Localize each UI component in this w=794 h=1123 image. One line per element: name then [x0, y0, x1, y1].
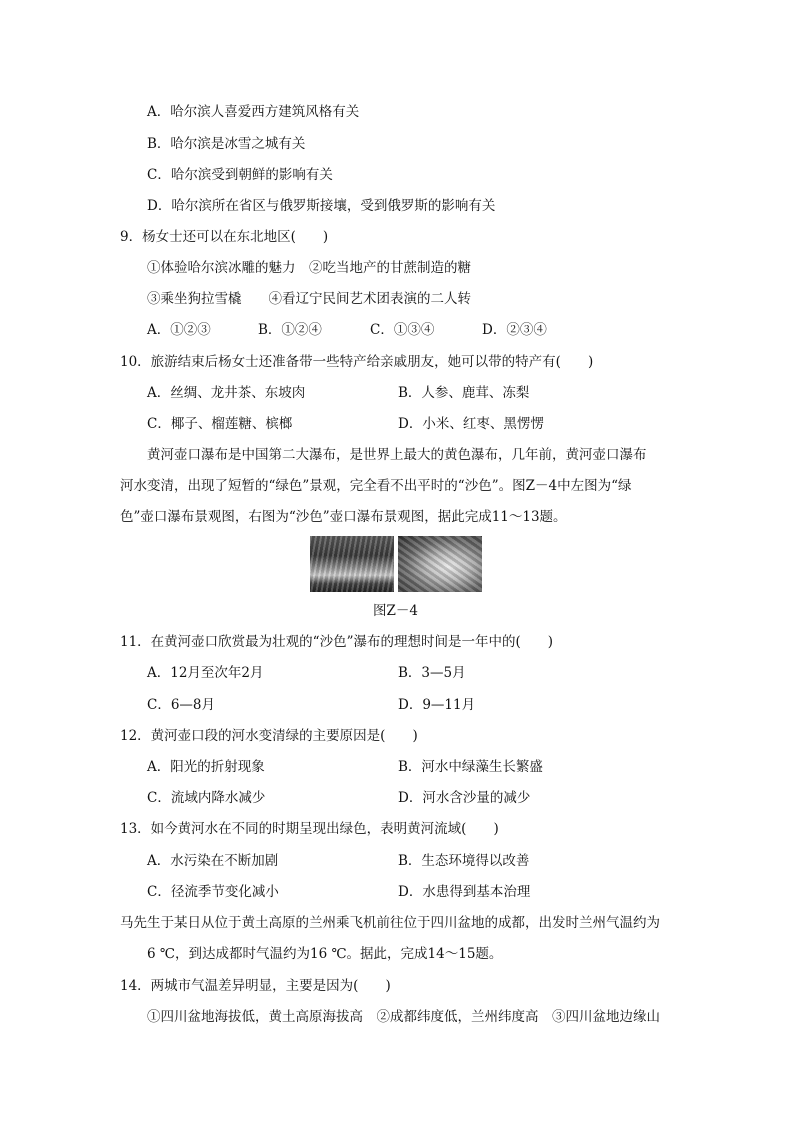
- q8-option-a: A．哈尔滨人喜爱西方建筑风格有关: [147, 104, 360, 120]
- waterfall-figure: [310, 536, 482, 592]
- q12-option-d: D．河水含沙量的减少: [398, 790, 531, 806]
- q11-option-c: C．6—8月: [147, 697, 216, 713]
- green-waterfall-photo: [310, 536, 394, 592]
- q10-option-a: A．丝绸、龙井茶、东坡肉: [147, 385, 306, 401]
- q12-stem: 12．黄河壶口段的河水变清绿的主要原因是( ): [120, 728, 418, 744]
- passage1-line3: 色”壶口瀑布景观图，右图为“沙色”壶口瀑布景观图，据此完成11～13题。: [120, 509, 567, 525]
- passage2-line1: 马先生于某日从位于黄土高原的兰州乘飞机前往位于四川盆地的成都，出发时兰州气温约为: [120, 915, 660, 931]
- passage1-line1: 黄河壶口瀑布是中国第二大瀑布，是世界上最大的黄色瀑布，几年前，黄河壶口瀑布: [147, 447, 647, 463]
- q8-option-b: B．哈尔滨是冰雪之城有关: [147, 136, 306, 152]
- q14-stem: 14．两城市气温差异明显，主要是因为( ): [120, 978, 391, 994]
- q9-option-b: B．①②④: [258, 322, 322, 338]
- q10-stem: 10．旅游结束后杨女士还准备带一些特产给亲戚朋友，她可以带的特产有( ): [120, 354, 594, 370]
- q13-option-a: A．水污染在不断加剧: [147, 853, 279, 869]
- sand-waterfall-photo: [398, 536, 482, 592]
- q9-option-d: D．②③④: [482, 322, 547, 338]
- q9-items-line2: ③乘坐狗拉雪橇 ④看辽宁民间艺术团表演的二人转: [147, 291, 471, 307]
- q13-option-c: C．径流季节变化减小: [147, 884, 279, 900]
- q12-option-a: A．阳光的折射现象: [147, 759, 265, 775]
- passage2-line2: 6 ℃，到达成都时气温约为16 ℃。据此，完成14～15题。: [147, 946, 503, 962]
- q11-option-a: A．12月至次年2月: [147, 665, 264, 681]
- q9-items-line1: ①体验哈尔滨冰雕的魅力 ②吃当地产的甘蔗制造的糖: [147, 260, 471, 276]
- q10-option-d: D．小米、红枣、黑愣愣: [398, 416, 544, 432]
- q12-option-b: B．河水中绿藻生长繁盛: [398, 759, 543, 775]
- q9-option-a: A．①②③: [147, 322, 211, 338]
- q11-option-d: D．9—11月: [398, 697, 476, 713]
- q12-option-c: C．流域内降水减少: [147, 790, 266, 806]
- q11-stem: 11．在黄河壶口欣赏最为壮观的“沙色”瀑布的理想时间是一年中的( ): [120, 634, 554, 650]
- q10-option-c: C．椰子、榴莲糖、槟榔: [147, 416, 293, 432]
- q14-items-line1: ①四川盆地海拔低，黄土高原海拔高 ②成都纬度低，兰州纬度高 ③四川盆地边缘山: [147, 1009, 660, 1025]
- q13-option-b: B．生态环境得以改善: [398, 853, 530, 869]
- q11-option-b: B．3—5月: [398, 665, 466, 681]
- q8-option-c: C．哈尔滨受到朝鲜的影响有关: [147, 167, 333, 183]
- q13-option-d: D．水患得到基本治理: [398, 884, 531, 900]
- q9-option-c: C．①③④: [370, 322, 435, 338]
- q13-stem: 13．如今黄河水在不同的时期呈现出绿色，表明黄河流域( ): [120, 821, 499, 837]
- q10-option-b: B．人参、鹿茸、冻梨: [398, 385, 530, 401]
- q8-option-d: D．哈尔滨所在省区与俄罗斯接壤，受到俄罗斯的影响有关: [147, 198, 496, 214]
- figure-caption: 图Z－4: [373, 603, 418, 619]
- passage1-line2: 河水变清，出现了短暂的“绿色”景观，完全看不出平时的“沙色”。图Z－4中左图为“绿: [120, 478, 632, 494]
- q9-stem: 9．杨女士还可以在东北地区( ): [120, 229, 329, 245]
